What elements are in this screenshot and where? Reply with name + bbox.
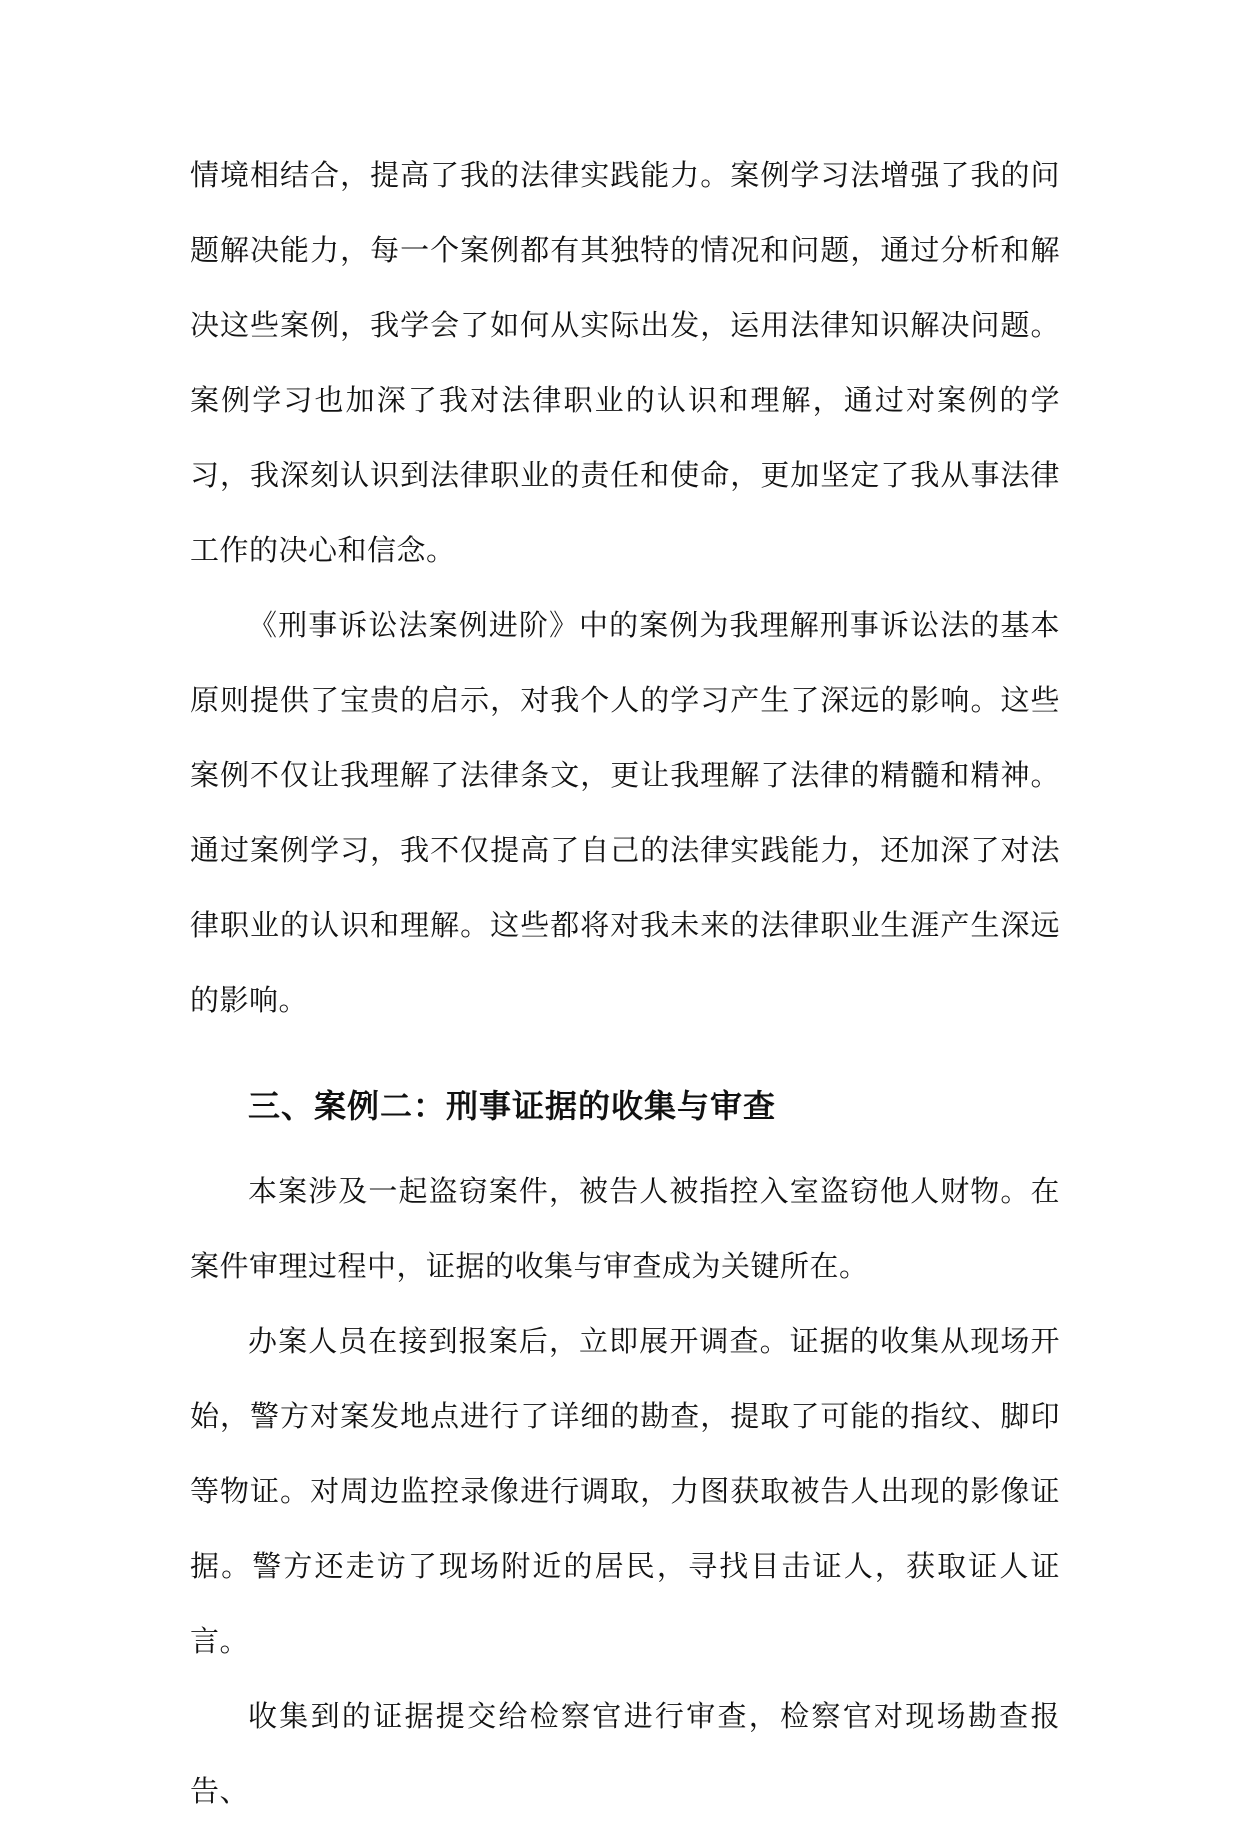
body-paragraph-2: 《刑事诉讼法案例进阶》中的案例为我理解刑事诉讼法的基本原则提供了宝贵的启示，对我个人的学习产生了深远的影响。这些案例不仅让我理解了法律条文，更让我理解了法律的精髓和精神。通过案例学习，我不仅提高了自己的法律实践能力，还加深了对法律职业的认识和理解。这些都将对我未来的法律职业生涯产生深远的影响。: [190, 608, 1060, 1017]
body-paragraph-1: 情境相结合，提高了我的法律实践能力。案例学习法增强了我的问题解决能力，每一个案例都有其独特的情况和问题，通过分析和解决这些案例，我学会了如何从实际出发，运用法律知识解决问题。案例学习也加深了我对法律职业的认识和理解，通过对案例的学习，我深刻认识到法律职业的责任和使命，更加坚定了我从事法律工作的决心和信念。: [190, 158, 1060, 567]
body-paragraph-3: 本案涉及一起盗窃案件，被告人被指控入室盗窃他人财物。在案件审理过程中，证据的收集与审查成为关键所在。: [190, 1174, 1060, 1283]
section-heading: 三、案例二：刑事证据的收集与审查: [248, 1087, 777, 1125]
body-paragraph-5: 收集到的证据提交给检察官进行审查，检察官对现场勘查报告、: [190, 1699, 1060, 1808]
body-paragraph-4: 办案人员在接到报案后，立即展开调查。证据的收集从现场开始，警方对案发地点进行了详细的勘查，提取了可能的指纹、脚印等物证。对周边监控录像进行调取，力图获取被告人出现的影像证据。警方还走访了现场附近的居民，寻找目击证人，获取证人证言。: [190, 1324, 1060, 1658]
document-body: [190, 138, 1060, 1829]
